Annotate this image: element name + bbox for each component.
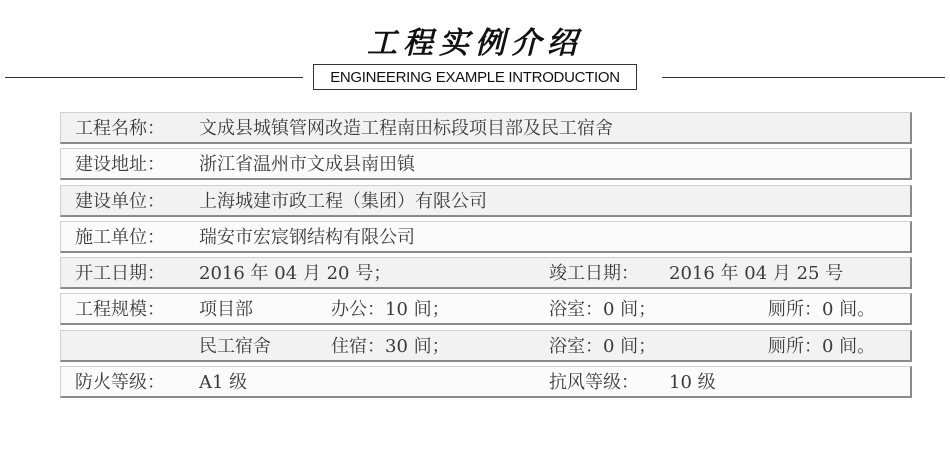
builder-label: 建设单位： [75,190,165,212]
fire-grade-value: A1 级 [199,372,248,394]
title-divider-right [662,77,945,78]
start-date-label: 开工日期： [75,263,165,285]
row-builder [60,185,912,217]
page-title: 工程实例介绍 [367,26,583,61]
row-grades [60,366,912,398]
row-dates [60,257,912,289]
scale-dorm-bath-count: 浴室：0 间； [549,335,657,357]
row-contractor [60,221,912,253]
row-scale [60,293,912,325]
fire-grade-label: 防火等级： [75,372,165,394]
scale-office-part: 项目部 [199,299,253,321]
end-date-label: 竣工日期： [549,263,639,285]
project-name-value: 文成县城镇管网改造工程南田标段项目部及民工宿舍 [199,118,613,139]
title-divider-left [5,77,303,78]
wind-grade-value: 10 级 [669,372,716,394]
contractor-value: 瑞安市宏宸钢结构有限公司 [199,226,415,248]
end-date-value: 2016 年 04 月 25 号 [669,263,844,285]
scale-toilet-count: 厕所：0 间。 [768,299,876,321]
row-scale-dorm [60,330,912,362]
scale-dorm-toilet-count: 厕所：0 间。 [768,335,876,357]
address-label: 建设地址： [75,154,165,176]
start-date-value: 2016 年 04 月 20 号； [199,263,392,285]
address-value: 浙江省温州市文成县南田镇 [199,154,415,176]
scale-office-count: 办公：10 间； [331,299,450,321]
wind-grade-label: 抗风等级： [549,372,639,394]
row-project-name [60,112,912,144]
scale-bath-count: 浴室：0 间； [549,299,657,321]
page-subtitle: ENGINEERING EXAMPLE INTRODUCTION [313,64,637,90]
project-name-label: 工程名称： [75,118,165,139]
scale-lodging-count: 住宿：30 间； [331,335,450,357]
builder-value: 上海城建市政工程（集团）有限公司 [199,190,487,212]
contractor-label: 施工单位： [75,226,165,248]
project-info-table [60,112,912,402]
scale-label: 工程规模： [75,299,165,321]
row-address [60,148,912,180]
scale-dorm-part: 民工宿舍 [199,335,271,357]
